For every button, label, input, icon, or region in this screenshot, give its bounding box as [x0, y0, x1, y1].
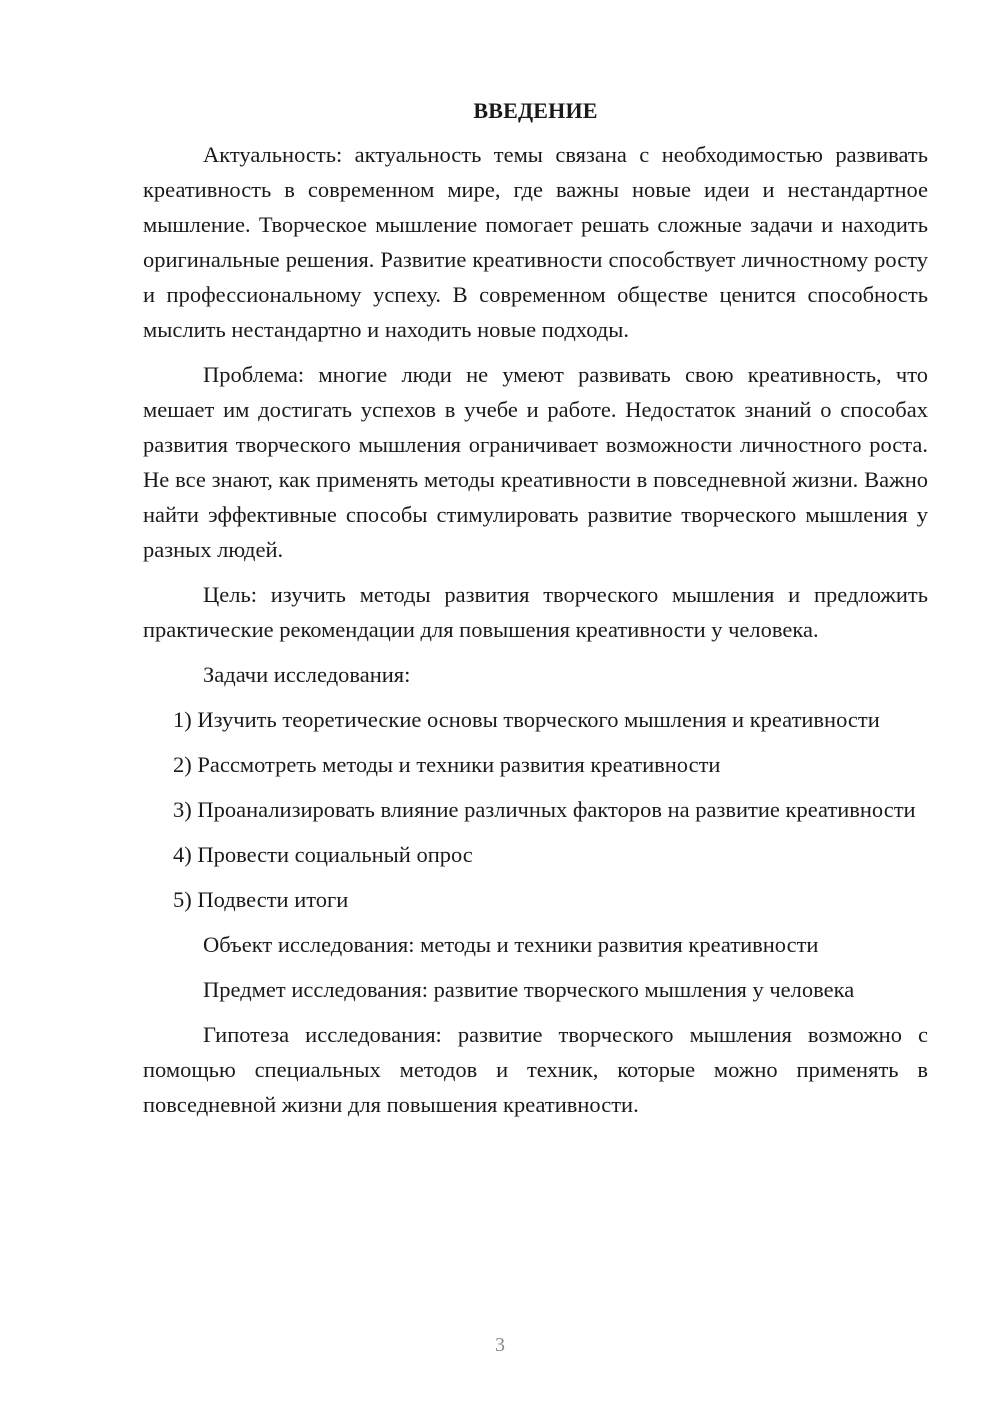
- tasks-heading: Задачи исследования:: [203, 662, 411, 687]
- section-title: ВВЕДЕНИЕ: [473, 98, 598, 123]
- problem-paragraph: Проблема: многие люди не умеют развивать свою креативность, что мешает им достигать успехов в учебе и работе. Недостаток знаний о способах развития творческого мышления ограничивает возможности личностного роста. Не все знают, как применять методы креативности в повседневной жизни. Важно найти эффективные способы стимулировать развитие творческого мышления у разных людей.: [143, 362, 928, 562]
- subject-paragraph: Предмет исследования: развитие творческого мышления у человека: [203, 977, 855, 1002]
- object-paragraph: Объект исследования: методы и техники развития креативности: [203, 932, 819, 957]
- page-content: [143, 96, 928, 1132]
- hypothesis-paragraph: Гипотеза исследования: развитие творческого мышления возможно с помощью специальных методов и техник, которые можно применять в повседневной жизни для повышения креативности.: [143, 1022, 928, 1117]
- task-item: 2) Рассмотреть методы и техники развития креативности: [173, 752, 721, 777]
- task-item: 1) Изучить теоретические основы творческого мышления и креативности: [173, 707, 880, 732]
- task-item: 3) Проанализировать влияние различных факторов на развитие креативности: [173, 797, 916, 822]
- page-number: 3: [495, 1334, 505, 1356]
- task-item: 5) Подвести итоги: [173, 887, 349, 912]
- relevance-paragraph: Актуальность: актуальность темы связана с необходимостью развивать креативность в современном мире, где важны новые идеи и нестандартное мышление. Творческое мышление помогает решать сложные задачи и находить оригинальные решения. Развитие креативности способствует личностному росту и профессиональному успеху. В современном обществе ценится способность мыслить нестандартно и находить новые подходы.: [143, 142, 928, 342]
- goal-paragraph: Цель: изучить методы развития творческого мышления и предложить практические рекомендации для повышения креативности у человека.: [143, 582, 928, 642]
- task-item: 4) Провести социальный опрос: [173, 842, 473, 867]
